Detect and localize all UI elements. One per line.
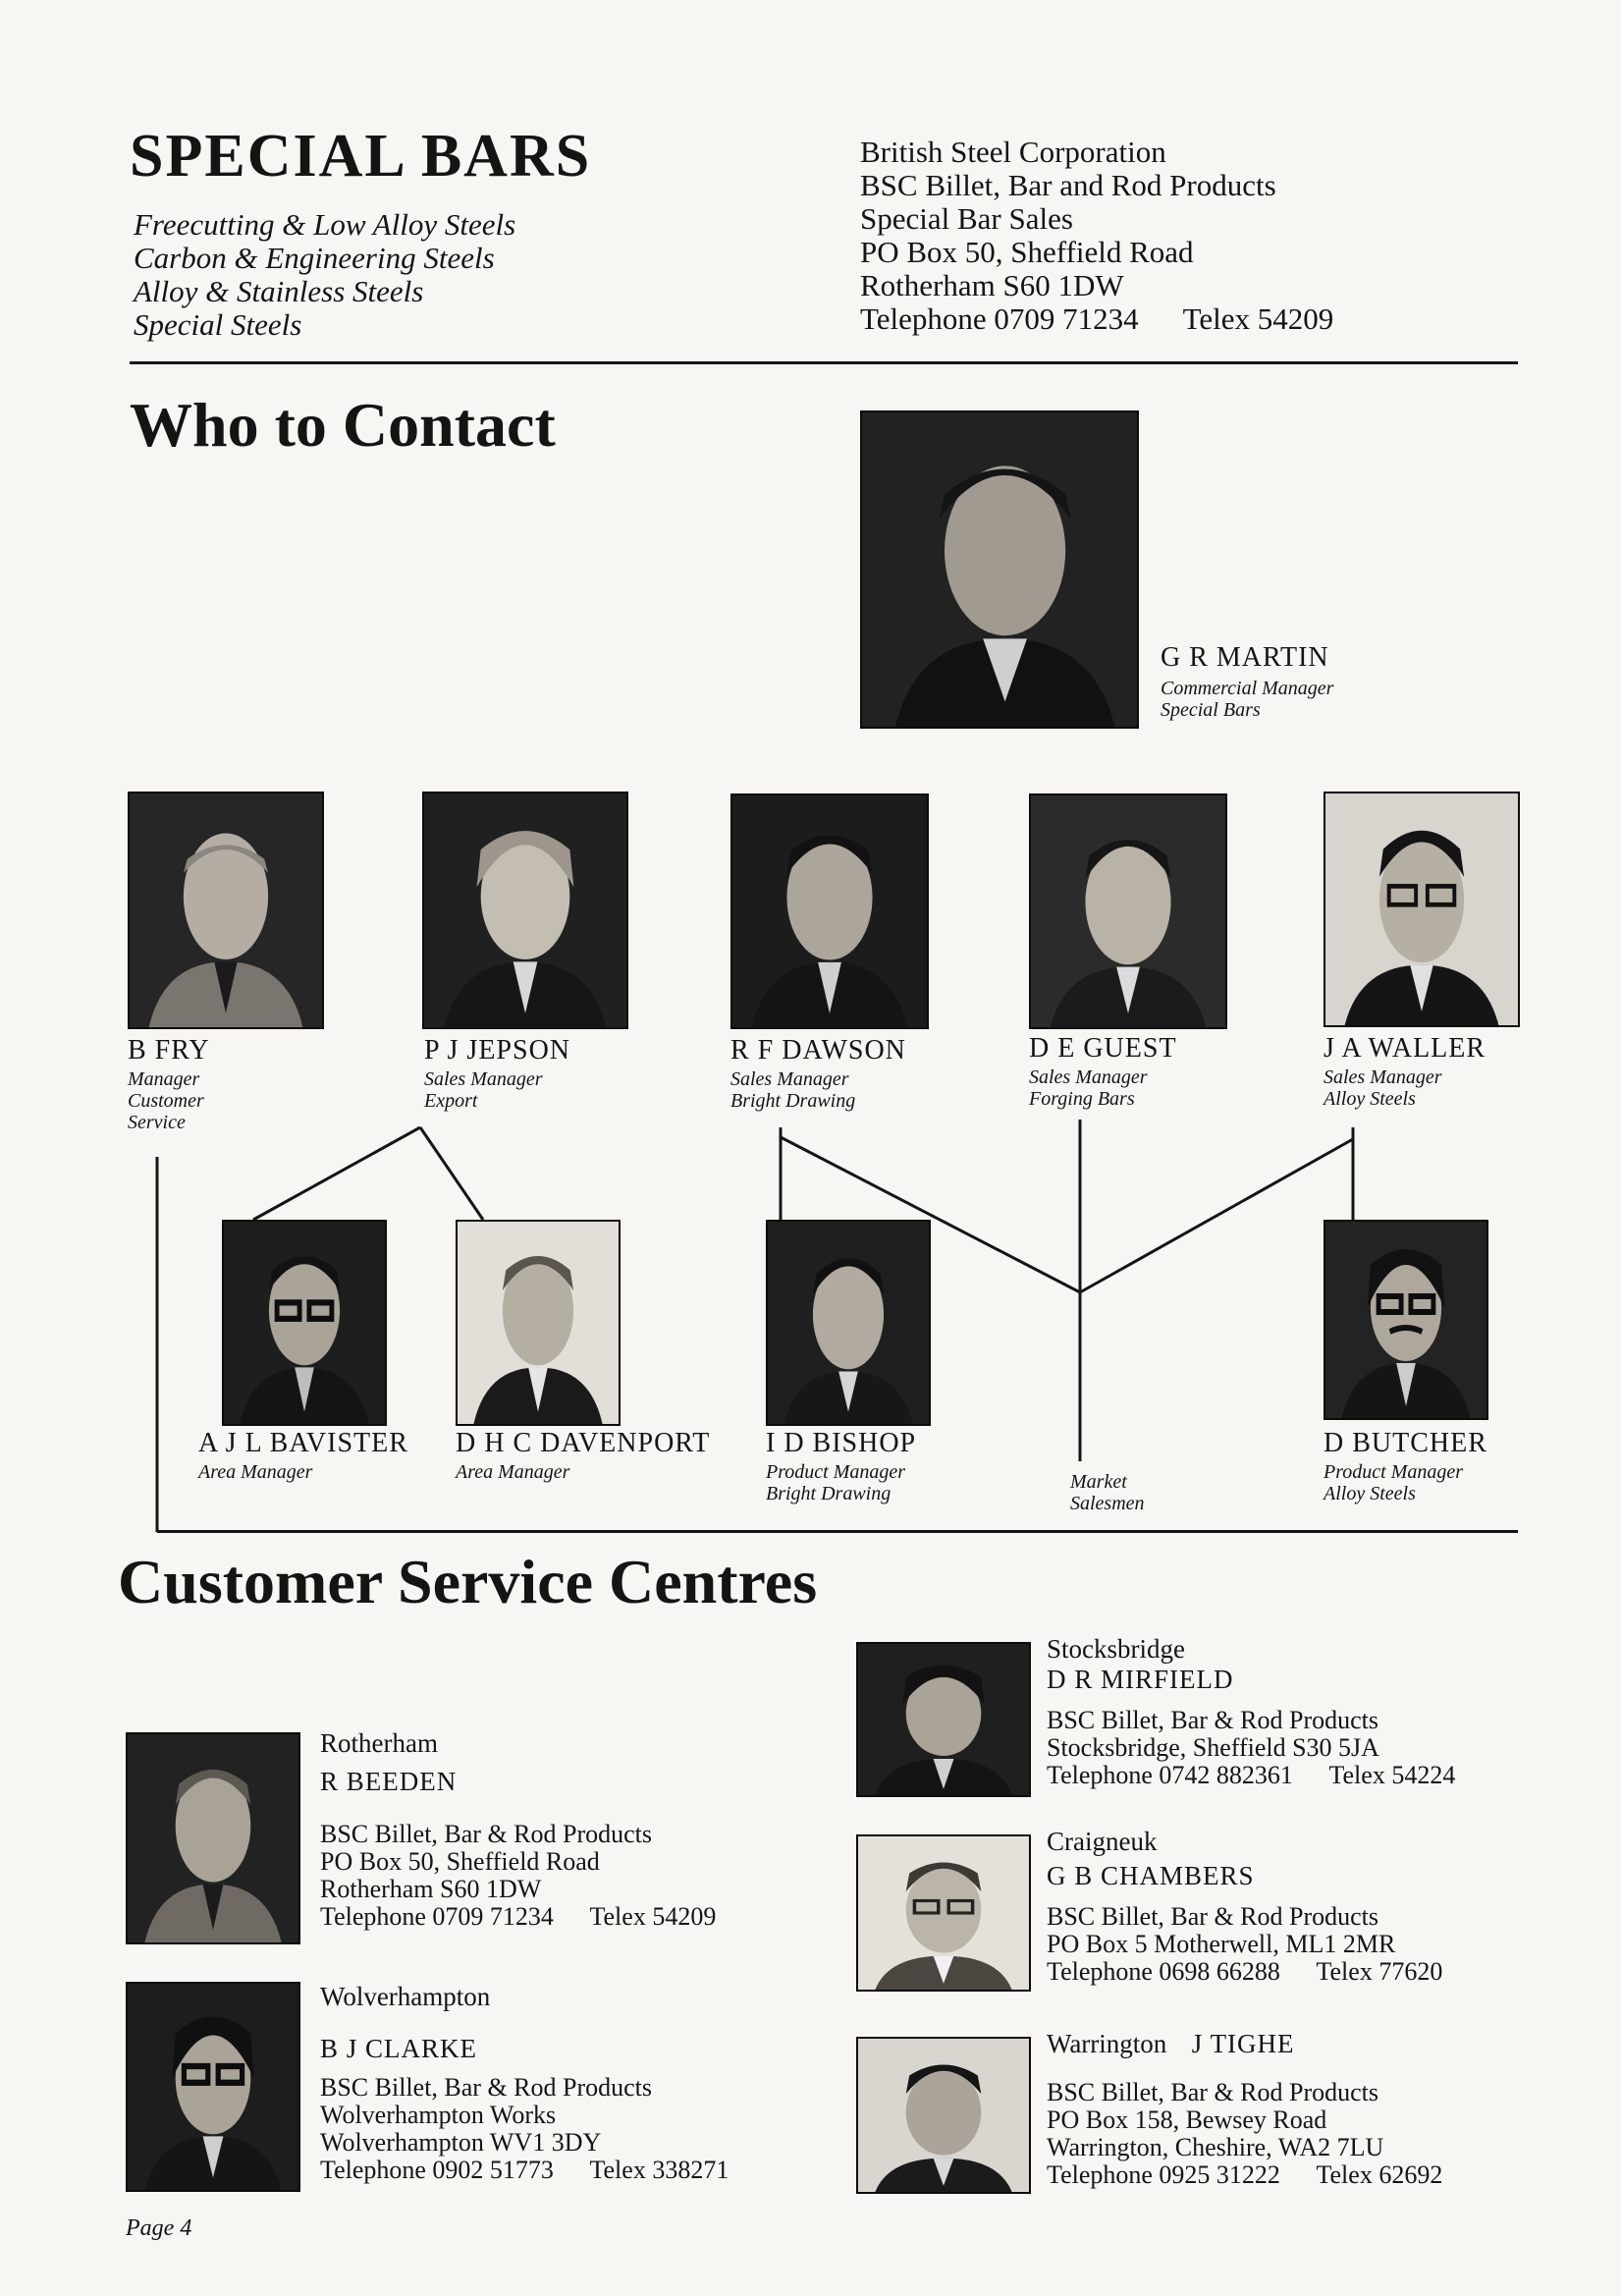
portrait-photo xyxy=(222,1220,387,1426)
telephone: Telephone 0902 51773 xyxy=(320,2156,554,2184)
person-role: Service xyxy=(128,1112,186,1133)
portrait-icon xyxy=(858,1836,1029,1990)
portrait-photo xyxy=(126,1982,300,2192)
section-divider xyxy=(157,1530,1518,1533)
centre-rotherham xyxy=(320,1728,716,1931)
telex: Telex 54209 xyxy=(1182,301,1334,336)
person-role: Forging Bars xyxy=(1029,1088,1135,1110)
portrait-icon xyxy=(768,1222,929,1424)
centre-contact-name: D R MIRFIELD xyxy=(1047,1665,1234,1694)
portrait-icon xyxy=(424,793,626,1027)
address-line: Rotherham S60 1DW xyxy=(860,268,1124,302)
portrait-photo xyxy=(1324,1220,1488,1420)
portrait-icon xyxy=(128,1984,298,2190)
address-line: BSC Billet, Bar & Rod Products xyxy=(1047,2078,1379,2106)
portrait-photo xyxy=(422,792,628,1029)
telex: Telex 338271 xyxy=(589,2156,729,2184)
centre-craigneuk xyxy=(1047,1827,1442,1986)
contact-line xyxy=(1047,1762,1455,1789)
portrait-photo xyxy=(126,1732,300,1944)
centre-header-line xyxy=(1047,2029,1442,2059)
page-number: Page 4 xyxy=(126,2215,192,2241)
person-role: Alloy Steels xyxy=(1324,1483,1416,1504)
centre-location: Warrington xyxy=(1047,2029,1167,2058)
portrait-icon xyxy=(1325,1222,1486,1418)
head-caption xyxy=(1161,642,1333,721)
address-line: PO Box 158, Bewsey Road xyxy=(1047,2105,1327,2134)
centre-contact-name: R BEEDEN xyxy=(320,1767,458,1796)
customer-service-title: Customer Service Centres xyxy=(118,1547,818,1616)
person-role: Manager xyxy=(128,1068,200,1090)
manager-caption xyxy=(424,1035,570,1112)
person-role: Bright Drawing xyxy=(730,1090,856,1112)
address-line: BSC Billet, Bar & Rod Products xyxy=(320,2073,653,2102)
person-role: Product Manager xyxy=(766,1461,906,1483)
contact-line xyxy=(860,302,1333,336)
person-name: J A WALLER xyxy=(1324,1033,1486,1064)
company-address xyxy=(860,136,1333,336)
person-name: D E GUEST xyxy=(1029,1033,1177,1064)
manager-caption xyxy=(128,1035,210,1133)
person-role: Sales Manager xyxy=(730,1068,849,1090)
address-line: Special Bar Sales xyxy=(860,201,1073,236)
centre-location: Stocksbridge xyxy=(1047,1634,1185,1664)
address-line: Wolverhampton WV1 3DY xyxy=(320,2128,602,2157)
person-name: P J JEPSON xyxy=(424,1035,571,1066)
portrait-photo xyxy=(1324,792,1520,1027)
address-line: BSC Billet, Bar and Rod Products xyxy=(860,168,1276,202)
person-name: I D BISHOP xyxy=(766,1428,917,1458)
market-label: Salesmen xyxy=(1070,1493,1145,1514)
person-role: Sales Manager xyxy=(1029,1066,1148,1088)
person-role: Alloy Steels xyxy=(1324,1088,1416,1110)
telex: Telex 54224 xyxy=(1328,1761,1456,1789)
portrait-icon xyxy=(732,795,927,1027)
person-role: Customer xyxy=(128,1090,204,1112)
manager-caption xyxy=(1324,1033,1486,1110)
address-line: Wolverhampton Works xyxy=(320,2101,557,2129)
telephone: Telephone 0709 71234 xyxy=(320,1902,554,1931)
address-line: Stocksbridge, Sheffield S30 5JA xyxy=(1047,1733,1379,1762)
portrait-icon xyxy=(858,2039,1029,2192)
centre-location: Wolverhampton xyxy=(320,1982,491,2011)
manager-caption xyxy=(730,1035,906,1112)
portrait-photo xyxy=(856,2037,1031,2194)
portrait-icon xyxy=(1031,795,1225,1027)
portrait-icon xyxy=(858,1644,1029,1795)
steel-type: Alloy & Stainless Steels xyxy=(134,274,424,308)
address-line: BSC Billet, Bar & Rod Products xyxy=(320,1820,653,1848)
portrait-icon xyxy=(128,1734,298,1942)
person-name: G R MARTIN xyxy=(1161,642,1329,673)
person-role: Special Bars xyxy=(1161,699,1261,721)
market-label: Market xyxy=(1070,1471,1127,1493)
portrait-icon xyxy=(458,1222,619,1424)
centre-warrington xyxy=(1047,2029,1442,2189)
portrait-icon xyxy=(862,412,1137,727)
person-name: R F DAWSON xyxy=(730,1035,906,1066)
address-line: British Steel Corporation xyxy=(860,135,1166,169)
person-role: Sales Manager xyxy=(1324,1066,1442,1088)
steel-type: Special Steels xyxy=(134,307,302,342)
portrait-photo xyxy=(860,410,1139,729)
centre-contact-name: J TIGHE xyxy=(1191,2029,1295,2058)
address-line: BSC Billet, Bar & Rod Products xyxy=(1047,1902,1379,1931)
centre-location: Rotherham xyxy=(320,1728,438,1758)
person-role: Bright Drawing xyxy=(766,1483,892,1504)
portrait-photo xyxy=(456,1220,621,1426)
address-line: PO Box 5 Motherwell, ML1 2MR xyxy=(1047,1930,1396,1958)
person-name: D H C DAVENPORT xyxy=(456,1428,711,1458)
market-caption xyxy=(1070,1471,1145,1514)
header-divider xyxy=(130,361,1518,364)
staff-caption xyxy=(456,1428,710,1483)
centre-wolverhampton xyxy=(320,1982,729,2184)
contact-line xyxy=(1047,2161,1442,2189)
person-role: Commercial Manager xyxy=(1161,678,1334,699)
telephone: Telephone 0742 882361 xyxy=(1047,1761,1293,1789)
telex: Telex 54209 xyxy=(589,1902,717,1931)
person-name: B FRY xyxy=(128,1035,210,1066)
telex: Telex 77620 xyxy=(1316,1957,1443,1986)
centre-contact-name: B J CLARKE xyxy=(320,2034,478,2063)
telephone: Telephone 0925 31222 xyxy=(1047,2160,1280,2189)
person-role: Area Manager xyxy=(456,1461,570,1483)
portrait-icon xyxy=(224,1222,385,1424)
address-line: Rotherham S60 1DW xyxy=(320,1875,542,1903)
portrait-photo xyxy=(1029,793,1227,1029)
contact-line xyxy=(320,2157,729,2184)
who-to-contact-title: Who to Contact xyxy=(130,390,556,460)
contact-line xyxy=(320,1903,716,1931)
contact-line xyxy=(1047,1958,1442,1986)
person-name: D BUTCHER xyxy=(1324,1428,1487,1458)
centre-contact-name: G B CHAMBERS xyxy=(1047,1861,1255,1890)
centre-location: Craigneuk xyxy=(1047,1827,1158,1856)
telex: Telex 62692 xyxy=(1316,2160,1443,2189)
person-name: A J L BAVISTER xyxy=(198,1428,408,1458)
address-line: PO Box 50, Sheffield Road xyxy=(320,1847,600,1876)
manager-caption xyxy=(1029,1033,1177,1110)
address-line: BSC Billet, Bar & Rod Products xyxy=(1047,1706,1379,1734)
person-role: Sales Manager xyxy=(424,1068,543,1090)
address-line: PO Box 50, Sheffield Road xyxy=(860,235,1194,269)
centre-stocksbridge xyxy=(1047,1634,1455,1789)
page-title: SPECIAL BARS xyxy=(130,123,592,190)
person-role: Export xyxy=(424,1090,478,1112)
portrait-icon xyxy=(130,793,322,1027)
staff-caption xyxy=(198,1428,408,1483)
telephone: Telephone 0698 66288 xyxy=(1047,1957,1280,1986)
portrait-icon xyxy=(1325,793,1518,1025)
person-role: Product Manager xyxy=(1324,1461,1464,1483)
portrait-photo xyxy=(766,1220,931,1426)
portrait-photo xyxy=(856,1642,1031,1797)
person-role: Area Manager xyxy=(198,1461,313,1483)
portrait-photo xyxy=(856,1834,1031,1992)
staff-caption xyxy=(766,1428,916,1504)
portrait-photo xyxy=(730,793,929,1029)
staff-caption xyxy=(1324,1428,1487,1504)
steel-types-list xyxy=(134,208,515,342)
telephone: Telephone 0709 71234 xyxy=(860,301,1139,336)
portrait-photo xyxy=(128,792,324,1029)
address-line: Warrington, Cheshire, WA2 7LU xyxy=(1047,2133,1384,2161)
steel-type: Freecutting & Low Alloy Steels xyxy=(134,207,516,242)
steel-type: Carbon & Engineering Steels xyxy=(134,241,495,275)
